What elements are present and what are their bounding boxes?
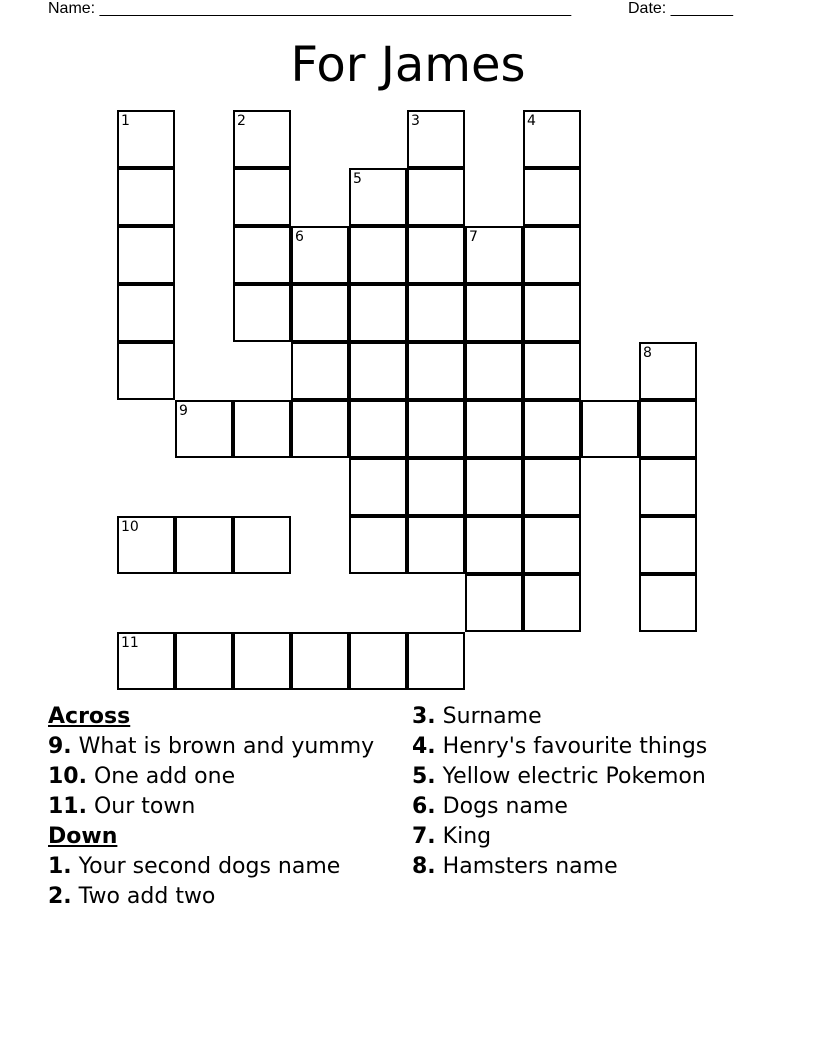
grid-cell[interactable]	[465, 284, 523, 342]
clue-number: 8.	[412, 854, 436, 879]
grid-cell[interactable]	[117, 168, 175, 226]
grid-cell[interactable]	[349, 284, 407, 342]
grid-cell[interactable]	[639, 458, 697, 516]
clue-number: 5.	[412, 764, 436, 789]
grid-cell[interactable]	[523, 226, 581, 284]
grid-cell[interactable]	[465, 516, 523, 574]
grid-cell[interactable]	[233, 226, 291, 284]
clue-text: Your second dogs name	[71, 854, 341, 879]
clue-number: 3.	[412, 704, 436, 729]
clue-down-7	[412, 823, 742, 850]
grid-cell[interactable]	[233, 110, 291, 168]
clue-number: 7.	[412, 824, 436, 849]
grid-cell[interactable]	[523, 458, 581, 516]
clue-down-4	[412, 733, 742, 760]
grid-cell[interactable]	[523, 574, 581, 632]
clue-across-11	[48, 793, 378, 820]
grid-cell[interactable]	[349, 342, 407, 400]
clue-text: One add one	[86, 764, 236, 789]
across-heading: Across	[48, 704, 131, 729]
clue-down-5	[412, 763, 742, 790]
clue-number: 1.	[48, 854, 72, 879]
grid-cell[interactable]	[117, 284, 175, 342]
grid-cell[interactable]	[407, 458, 465, 516]
clue-down-2	[48, 883, 378, 910]
grid-cell[interactable]	[349, 516, 407, 574]
cell-number: 3	[411, 113, 420, 129]
grid-cell[interactable]	[639, 400, 697, 458]
grid-cell[interactable]	[407, 516, 465, 574]
clue-text: Surname	[435, 704, 542, 729]
grid-cell[interactable]	[407, 110, 465, 168]
grid-cell[interactable]	[639, 516, 697, 574]
grid-cell[interactable]	[117, 516, 175, 574]
clue-down-3	[412, 703, 742, 730]
grid-cell[interactable]	[523, 284, 581, 342]
grid-cell[interactable]	[523, 342, 581, 400]
grid-cell[interactable]	[233, 284, 291, 342]
grid-cell[interactable]	[291, 226, 349, 284]
grid-cell[interactable]	[233, 400, 291, 458]
clue-down-1	[48, 853, 378, 880]
grid-cell[interactable]	[581, 400, 639, 458]
grid-cell[interactable]	[407, 342, 465, 400]
grid-cell[interactable]	[233, 516, 291, 574]
grid-cell[interactable]	[523, 110, 581, 168]
cell-number: 9	[179, 403, 188, 419]
grid-cell[interactable]	[233, 168, 291, 226]
puzzle-title: For James	[290, 37, 526, 93]
clue-text: King	[435, 824, 492, 849]
grid-cell[interactable]	[407, 284, 465, 342]
grid-cell[interactable]	[117, 632, 175, 690]
cell-number: 10	[121, 519, 139, 535]
grid-cell[interactable]	[407, 226, 465, 284]
grid-cell[interactable]	[349, 226, 407, 284]
grid-cell[interactable]	[465, 342, 523, 400]
grid-cell[interactable]	[349, 168, 407, 226]
clue-down-6	[412, 793, 742, 820]
cell-number: 5	[353, 171, 362, 187]
clue-text: Henry's favourite things	[435, 734, 708, 759]
cell-number: 4	[527, 113, 536, 129]
clue-across-10	[48, 763, 378, 790]
grid-cell[interactable]	[523, 516, 581, 574]
grid-cell[interactable]	[639, 342, 697, 400]
grid-cell[interactable]	[175, 400, 233, 458]
clue-number: 10.	[48, 764, 87, 789]
grid-cell[interactable]	[639, 574, 697, 632]
grid-cell[interactable]	[117, 226, 175, 284]
grid-cell[interactable]	[291, 342, 349, 400]
grid-cell[interactable]	[291, 400, 349, 458]
grid-cell[interactable]	[465, 226, 523, 284]
clues-left-column	[48, 703, 378, 913]
clue-text: Dogs name	[435, 794, 568, 819]
grid-cell[interactable]	[117, 110, 175, 168]
clue-number: 6.	[412, 794, 436, 819]
clue-number: 9.	[48, 734, 72, 759]
clue-text: Our town	[86, 794, 196, 819]
clue-text: Two add two	[71, 884, 216, 909]
grid-cell[interactable]	[407, 632, 465, 690]
grid-cell[interactable]	[465, 400, 523, 458]
grid-cell[interactable]	[465, 574, 523, 632]
clue-number: 2.	[48, 884, 72, 909]
clue-number: 4.	[412, 734, 436, 759]
clue-number: 11.	[48, 794, 87, 819]
grid-cell[interactable]	[407, 400, 465, 458]
grid-cell[interactable]	[175, 632, 233, 690]
grid-cell[interactable]	[233, 632, 291, 690]
grid-cell[interactable]	[291, 632, 349, 690]
name-line: Name: _____________________________________________________	[48, 0, 572, 17]
cell-number: 7	[469, 229, 478, 245]
grid-cell[interactable]	[349, 458, 407, 516]
cell-number: 8	[643, 345, 652, 361]
grid-cell[interactable]	[175, 516, 233, 574]
grid-cell[interactable]	[465, 458, 523, 516]
cell-number: 2	[237, 113, 246, 129]
clue-text: What is brown and yummy	[71, 734, 375, 759]
clues-right-column	[412, 703, 742, 883]
grid-cell[interactable]	[349, 632, 407, 690]
grid-cell[interactable]	[523, 400, 581, 458]
cell-number: 1	[121, 113, 130, 129]
clue-across-9	[48, 733, 378, 760]
grid-cell[interactable]	[291, 284, 349, 342]
date-line: Date: _______	[628, 0, 733, 17]
cell-number: 6	[295, 229, 304, 245]
grid-cell[interactable]	[407, 168, 465, 226]
clue-down-8	[412, 853, 742, 880]
grid-cell[interactable]	[523, 168, 581, 226]
cell-number: 11	[121, 635, 139, 651]
grid-cell[interactable]	[117, 342, 175, 400]
clue-text: Yellow electric Pokemon	[435, 764, 706, 789]
clue-text: Hamsters name	[435, 854, 618, 879]
grid-cell[interactable]	[349, 400, 407, 458]
down-heading: Down	[48, 824, 118, 849]
